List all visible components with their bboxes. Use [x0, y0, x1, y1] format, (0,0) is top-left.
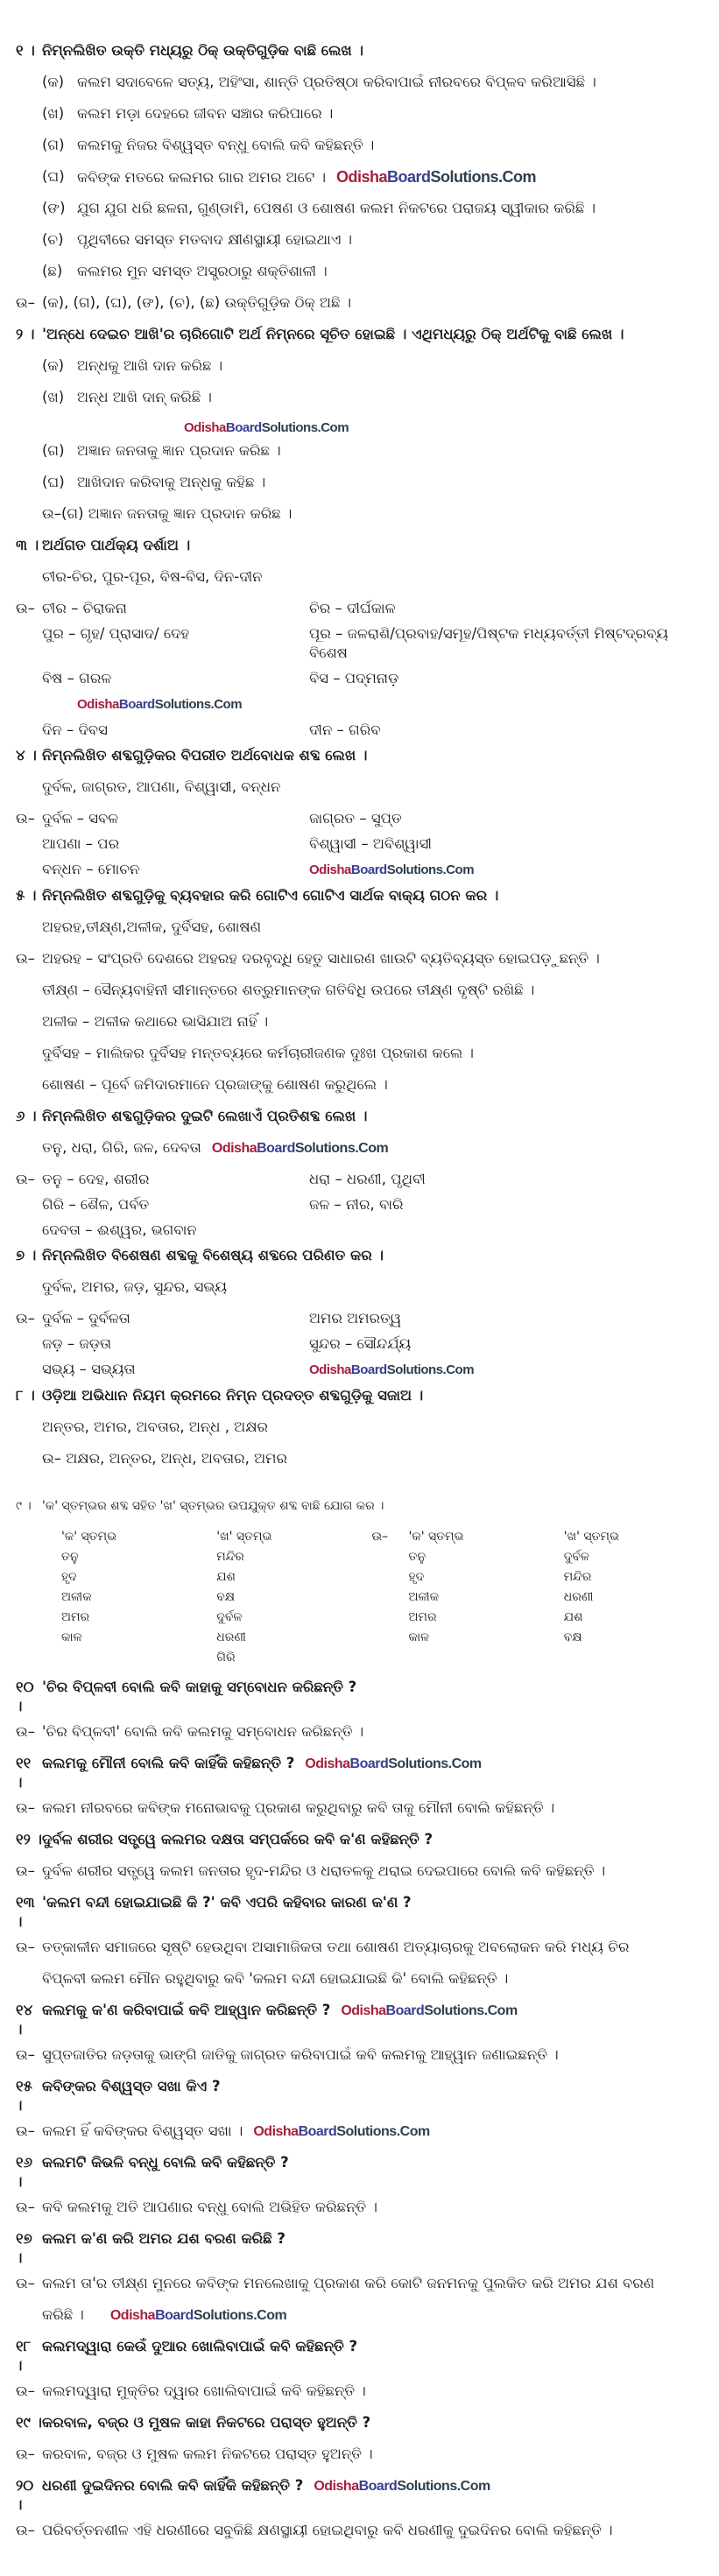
q1-option	[16, 228, 708, 259]
watermark: OdishaBoardSolutions.Com	[211, 1141, 389, 1156]
q3-pair: ବିସ – ପଦ୍ମନାଡ଼	[309, 670, 399, 686]
q4-pairs	[42, 809, 708, 880]
q2-option	[16, 354, 708, 385]
qa-number: ୧୫ ।	[16, 2078, 32, 2114]
qa-answer: ବିପ୍ଳବୀ କଲମ ମୌନ ରହୁଥିବାରୁ କବି 'କଲମ ବନ୍ଦୀ ହୋଇଯାଇଛି କି' ବୋଲି କହିଛନ୍ତି ।	[42, 1970, 509, 1987]
q9-answer-col-a-header: 'କ' ସ୍ତମ୍ଭ	[408, 1530, 464, 1544]
qa-number: ୧୪ ।	[16, 2002, 33, 2038]
qa-heading	[16, 2227, 708, 2271]
q4-heading	[16, 743, 708, 775]
option-text: ଅନ୍ଧକୁ ଆଖି ଦାନ କରିଛ ।	[77, 357, 223, 374]
q4-pair: ବନ୍ଧନ – ମୋଚନ	[42, 861, 140, 877]
q4-pair: ଜାଗ୍ରତ – ସୁପ୍ତ	[309, 810, 402, 827]
q7-words-row	[16, 1275, 708, 1306]
option-text: କବିଙ୍କ ମତରେ କଲମର ଗାର ଅମର ଅଟେ ।	[77, 169, 327, 186]
qa-answer-row	[16, 1859, 708, 1890]
option-label: (ଖ)	[42, 105, 65, 122]
q3-answer-row	[16, 596, 708, 743]
watermark-cell	[309, 1360, 708, 1380]
qa-heading	[16, 2411, 708, 2442]
q9-col-a-item: ଅମର	[61, 1610, 90, 1624]
option-label: (କ)	[42, 357, 65, 374]
q9-col-a-item: କାଳ	[61, 1630, 82, 1644]
answer-label: ଉ–	[16, 1171, 35, 1187]
q9-col-b-item: ଗିରି	[216, 1650, 236, 1665]
qa-question: ଧରଣୀ ଦୁଇଦିନର ବୋଲି କବି କାହିଁକି କହିଛନ୍ତି ?	[42, 2477, 304, 2494]
q9-col-b-item: ଯଶ	[216, 1570, 236, 1584]
qa-answer-row	[16, 2119, 708, 2150]
option-label: (ଘ)	[42, 168, 65, 185]
q3-pair: ଚୀର – ଚିରାକନା	[42, 600, 127, 616]
q5-answer-row	[16, 1041, 708, 1073]
q6-heading	[16, 1104, 708, 1136]
qa-answer: କଲମ ନୀରବରେ କବିଙ୍କ ମନୋଭାବକୁ ପ୍ରକାଶ କରୁଥିବାରୁ କବି ତାକୁ ମୌନୀ ବୋଲି କହିଛନ୍ତି ।	[42, 1799, 555, 1816]
q9-answer-col-b-item: ବକ୍ଷ	[563, 1630, 582, 1644]
q1-number: ୧ ।	[16, 42, 35, 59]
q3-pair: ଚିର – ଦୀର୍ଘକାଳ	[309, 600, 396, 616]
answer-label: ଉ–	[16, 950, 35, 967]
qa-answer-row	[16, 1796, 708, 1827]
watermark-cell	[42, 694, 292, 714]
qa-question: କଲମ କ'ଣ କରି ଅମର ଯଶ ବରଣ କରିଛି ?	[42, 2230, 285, 2247]
option-label: (ଗ)	[42, 137, 65, 153]
q8-words: ଅନ୍ତର, ଅମର, ଅବତାର, ଅନ୍ଧ , ଅକ୍ଷର	[42, 1418, 269, 1435]
q7-pairs	[42, 1309, 708, 1380]
option-label: (ଙ)	[42, 200, 66, 216]
watermark: OdishaBoardSolutions.Com	[305, 1756, 482, 1771]
answer-label: ଉ–	[16, 1862, 35, 1879]
option-text: କଲମର ମୁନ ସମସ୍ତ ଅସ୍ତ୍ରଠାରୁ ଶକ୍ତିଶାଳୀ ।	[77, 263, 328, 279]
watermark: OdishaBoardSolutions.Com	[184, 420, 349, 435]
watermark: OdishaBoardSolutions.Com	[109, 2308, 287, 2323]
qa-answer: କଲମ ତା'ର ତୀକ୍ଷ୍ଣ ମୁନରେ କବିଙ୍କ ମନଲେଖାକୁ ପ୍ରକାଶ କରି କୋଟି ଜନମନକୁ ପୁଲକିତ କରି ଅମର ଯଶ ବରଣ	[42, 2275, 655, 2291]
q5-sentence: ଦୁର୍ବିସହ – ମାଲିକର ଦୁର୍ବିସହ ମନ୍ତବ୍ୟରେ କର୍ମଚାରୀଜଣକ ଦୁଃଖ ପ୍ରକାଶ କଲେ ।	[42, 1045, 474, 1061]
q3-pair: ବିଷ – ଗରଳ	[42, 670, 112, 686]
q9-heading	[16, 1494, 708, 1525]
q6-pair: ଧରା – ଧରଣୀ, ପୃଥିବୀ	[309, 1171, 426, 1187]
answer-label: ଉ–	[16, 2446, 35, 2462]
q1-question: ନିମ୍ନଲିଖିତ ଉକ୍ତି ମଧ୍ୟରୁ ଠିକ୍ ଉକ୍ତିଗୁଡ଼ିକ ବାଛି ଲେଖ ।	[42, 42, 363, 59]
option-text: କଲମକୁ ନିଜର ବିଶ୍ୱସ୍ତ ବନ୍ଧୁ ବୋଲି କବି କହିଛନ୍ତି ।	[77, 137, 375, 153]
qa-answer-row	[16, 2518, 708, 2550]
q5-heading	[16, 883, 708, 915]
q9-col-b-header: 'ଖ' ସ୍ତମ୍ଭ	[216, 1530, 272, 1544]
answer-label: ଉ–	[16, 2275, 35, 2291]
qa-number: ୧୦ ।	[16, 1679, 34, 1714]
q1-option	[16, 70, 708, 102]
qa-answer: ସୁପ୍ତଜାତିର ଜଡ଼ତାକୁ ଭାଙ୍ଗି ଜାତିକୁ ଜାଗ୍ରତ କରିବାପାଇଁ କବି କଲମକୁ ଆହ୍ୱାନ ଜଣାଇଛନ୍ତି ।	[42, 2046, 559, 2063]
answer-label: ଉ–	[16, 2382, 35, 2399]
qa-heading	[16, 1998, 708, 2043]
qa-answer-row	[16, 1935, 708, 1967]
q9-answer-col-b-item: ଯଶ	[563, 1610, 583, 1624]
answer-label: ଉ–	[16, 1310, 35, 1327]
answer-label: ଉ–	[16, 1723, 35, 1740]
q2-option	[16, 439, 708, 470]
option-text: କଲମ ସଦାବେଳେ ସତ୍ୟ, ଅହିଂସା, ଶାନ୍ତି ପ୍ରତିଷ୍ଠା କରିବାପାଇଁ ନୀରବରେ ବିପ୍ଳବ କରିଆସିଛି ।	[77, 74, 596, 90]
q1-option	[16, 165, 708, 196]
q8-answer: ଉ– ଅକ୍ଷର, ଅନ୍ତର, ଅନ୍ଧ, ଅବତାର, ଅମର	[42, 1450, 288, 1467]
qa-heading	[16, 2074, 708, 2119]
option-text: ଆଖିଦାନ କରିବାକୁ ଅନ୍ଧକୁ କହିଛ ।	[77, 474, 266, 490]
q1-answer-row	[16, 291, 708, 322]
q5-sentence: ଅହରହ – ସଂପ୍ରତି ଦେଶରେ ଅହରହ ଦରବୃଦ୍ଧି ହେତୁ ସାଧାରଣ ଖାଉଟି ବ୍ୟତିବ୍ୟସ୍ତ ହୋଇପଡ଼ୁଛନ୍ତି ।	[42, 950, 600, 967]
qa-question: ଦୁର୍ବଳ ଶରୀର ସତ୍ତ୍ୱେ କଲମର ଦକ୍ଷତା ସମ୍ପର୍କରେ କବି କ'ଣ କହିଛନ୍ତି ?	[42, 1831, 434, 1848]
qa-number: ୧୬ ।	[16, 2154, 32, 2190]
qa-question: କଲମଟି କିଭଳି ବନ୍ଧୁ ବୋଲି କବି କହିଛନ୍ତି ?	[42, 2154, 289, 2171]
qa-question: କବିଙ୍କର ବିଶ୍ୱସ୍ତ ସଖା କିଏ ?	[42, 2078, 221, 2094]
q5-answer-row	[16, 978, 708, 1010]
watermark-cell	[309, 860, 708, 880]
q7-pair: ସୁନ୍ଦର – ସୌନ୍ଦର୍ଯ୍ୟ	[309, 1335, 412, 1352]
watermark-row	[16, 417, 708, 439]
q2-question: 'ଅନ୍ଧେ ଦେଇଚ ଆଖି'ର ଚାରିଗୋଟି ଅର୍ଥ ନିମ୍ନରେ ସୂଚିତ ହୋଇଛି । ଏଥିମଧ୍ୟରୁ ଠିକ୍ ଅର୍ଥଟିକୁ ବାଛି ଲେଖ ।	[42, 326, 624, 342]
qa-question: କଲମଦ୍ୱାରା କେଉଁ ଦୁଆର ଖୋଲିବାପାଇଁ କବି କହିଛନ୍ତି ?	[42, 2338, 358, 2354]
q6-pairs	[42, 1170, 708, 1240]
option-label: (କ)	[42, 74, 65, 90]
q9-answer-col-a-item: ହୃଦ	[408, 1570, 425, 1584]
q5-number: ୫ ।	[16, 887, 37, 904]
q9-question: 'କ' ସ୍ତମ୍ଭର ଶବ୍ଦ ସହିତ 'ଖ' ସ୍ତମ୍ଭର ଉପଯୁକ୍ତ ଶବ୍ଦ ବାଛି ଯୋଗ କର ।	[42, 1499, 384, 1513]
q9-col-b-item: ଧରଣୀ	[216, 1630, 246, 1644]
q7-pair: ଦୁର୍ବଳ – ଦୁର୍ବଳତା	[42, 1310, 130, 1327]
qa-heading	[16, 2150, 708, 2195]
q3-pair: ଦୀନ – ଗରିବ	[309, 721, 381, 738]
q6-pair: ଜଳ – ନୀର, ବାରି	[309, 1196, 404, 1213]
q4-pair: ବିଶ୍ୱାସୀ – ଅବିଶ୍ୱାସୀ	[309, 835, 432, 852]
q9-answer-col-a-item: ତନୁ	[408, 1550, 426, 1564]
option-text: କଲମ ମଡ଼ା ଦେହରେ ଜୀବନ ସଞ୍ଚାର କରିପାରେ ।	[77, 105, 334, 122]
answer-label: ଉ–	[16, 1799, 35, 1816]
answer-label: ଉ–	[16, 2522, 35, 2538]
q4-words: ଦୁର୍ବଳ, ଜାଗ୍ରତ, ଆପଣା, ବିଶ୍ୱାସୀ, ବନ୍ଧନ	[42, 778, 281, 795]
q9-col-b-item: ଦୁର୍ବଳ	[216, 1610, 243, 1624]
q1-answer: (କ), (ଗ), (ଘ), (ଙ), (ଚ), (ଛ) ଉକ୍ତିଗୁଡ଼ିକ ଠିକ୍ ଅଛି ।	[42, 294, 352, 311]
answer-label: ଉ–	[16, 1939, 35, 1955]
q3-pair: ଦିନ – ଦିବସ	[42, 721, 108, 738]
q5-sentence: ଅଳୀକ – ଅଳୀକ କଥାରେ ଭାସିଯାଅ ନାହିଁ ।	[42, 1013, 269, 1030]
q9-col-a-header: 'କ' ସ୍ତମ୍ଭ	[61, 1530, 117, 1544]
q2-option	[16, 470, 708, 502]
q1-option	[16, 133, 708, 165]
q7-pair: ଅମର ଅମରତ୍ୱ	[309, 1310, 402, 1327]
q8-answer-row	[16, 1446, 708, 1478]
qa-heading	[16, 1675, 708, 1720]
qa-question: କଲମକୁ ମୌନୀ ବୋଲି କବି କାହିଁକି କହିଛନ୍ତି ?	[42, 1755, 295, 1771]
q5-sentence: ଶୋଷଣ – ପୂର୍ବେ ଜମିଦାରମାନେ ପ୍ରଜାଙ୍କୁ ଶୋଷଣ କରୁଥିଲେ ।	[42, 1076, 388, 1093]
q2-answer: ଉ–(ଗ) ଅଜ୍ଞାନ ଜନତାକୁ ଜ୍ଞାନ ପ୍ରଦାନ କରିଛ ।	[42, 505, 293, 522]
q3-pair: ପୂର – ଜଳରାଶି/ପ୍ରବାହ/ସମୂହ/ପିଷ୍ଟକ ମଧ୍ୟବର୍ତ୍ତୀ ମିଷ୍ଟଦ୍ରବ୍ୟ ବିଶେଷ	[309, 625, 668, 661]
q9-answer-col-a-item: ଅମର	[408, 1610, 437, 1624]
watermark: OdishaBoardSolutions.Com	[77, 697, 243, 712]
q7-words: ଦୁର୍ବଳ, ଅମର, ଜଡ଼, ସୁନ୍ଦର, ସଭ୍ୟ	[42, 1278, 228, 1295]
answer-label: ଉ–	[16, 294, 35, 311]
q1-option	[16, 259, 708, 291]
q2-answer-row	[16, 502, 708, 533]
q3-number: ୩ ।	[16, 537, 39, 553]
q9-col-a-item: ତନୁ	[61, 1550, 79, 1564]
q7-pair: ଜଡ଼ – ଜଡ଼ତା	[42, 1335, 112, 1352]
q1-option	[16, 196, 708, 228]
qa-heading	[16, 1890, 708, 1935]
qa-answer: କରବାଳ, ବଜ୍ର ଓ ମୁଷଳ କଲମ ନିକଟରେ ପରାସ୍ତ ହୁଅନ୍ତି ।	[42, 2446, 373, 2462]
watermark: OdishaBoardSolutions.Com	[309, 862, 475, 877]
q6-pair: ଗିରି – ଶୈଳ, ପର୍ବତ	[42, 1196, 150, 1213]
qa-heading	[16, 1827, 708, 1859]
q9-number: ୯ ।	[16, 1499, 32, 1513]
option-label: (ଘ)	[42, 474, 65, 490]
qa-answer-row	[16, 2379, 708, 2411]
q1-heading	[16, 39, 708, 70]
answer-label: ଉ–	[16, 810, 35, 827]
q9-col-a-item: ହୃଦ	[61, 1570, 77, 1584]
option-text: ଅଜ୍ଞାନ ଜନତାକୁ ଜ୍ଞାନ ପ୍ରଦାନ କରିଛ ।	[77, 442, 281, 459]
q5-words: ଅହରହ,ତୀକ୍ଷ୍ଣ,ଅଳୀକ, ଦୁର୍ବିସହ, ଶୋଷଣ	[42, 918, 262, 935]
q9-col-b-item: ମନ୍ଦିର	[216, 1550, 244, 1564]
watermark: OdishaBoardSolutions.Com	[309, 1362, 475, 1377]
q5-answer-row	[16, 1073, 708, 1104]
q3-words-row	[16, 565, 708, 596]
q8-number: ୮ ।	[16, 1387, 35, 1404]
q4-pair: ଦୁର୍ବଳ – ସବଳ	[42, 810, 119, 827]
q7-number: ୭ ।	[16, 1247, 37, 1263]
q6-answer-row	[16, 1167, 708, 1243]
q9-answer-col-a-item: ଅଳୀକ	[408, 1590, 440, 1604]
option-text: ଅନ୍ଧ ଆଖି ଦାନ୍ କରିଛି ।	[77, 389, 212, 405]
q3-pairs	[42, 599, 708, 740]
q9-answer-col-b-item: ଧରଣୀ	[563, 1590, 594, 1604]
q6-question: ନିମ୍ନଲିଖିତ ଶବ୍ଦଗୁଡ଼ିକର ଦୁଇଟି ଲେଖାଏଁ ପ୍ରତିଶବ୍ଦ ଲେଖ ।	[42, 1108, 368, 1124]
q6-words-row	[16, 1136, 708, 1167]
qa-question: କରବାଳ, ବଜ୍ର ଓ ମୁଷଳ କାହା ନିକଟରେ ପରାସ୍ତ ହୁଅନ୍ତି ?	[42, 2414, 371, 2431]
qa-number: ୧୧ ।	[16, 1755, 32, 1791]
q7-pair: ସଭ୍ୟ – ସଭ୍ୟତା	[42, 1361, 136, 1377]
q5-words-row	[16, 915, 708, 947]
qa-answer: କଲମଦ୍ୱାରା ମୁକ୍ତିର ଦ୍ୱାର ଖୋଲିବାପାଇଁ କବି କହିଛନ୍ତି ।	[42, 2382, 366, 2399]
q9-answer-col-b-item: ଦୁର୍ବଳ	[563, 1550, 590, 1564]
qa-answer: ପରିବର୍ତ୍ତନଶୀଳ ଏହି ଧରଣୀରେ ସବୁକିଛି କ୍ଷଣସ୍ଥାୟୀ ହୋଇଥିବାରୁ କବି ଧରଣୀକୁ ଦୁଇଦିନର ବୋଲି କହିଛନ୍ତି ।	[42, 2522, 613, 2538]
qa-number: ୧୩ ।	[16, 1894, 35, 1930]
qa-heading	[16, 2474, 708, 2518]
option-text: ଯୁଗ ଯୁଗ ଧରି ଛଳନା, ଗୁଣ୍ଡାମି, ପେଷଣ ଓ ଶୋଷଣ କଲମ ନିକଟରେ ପରାଜୟ ସ୍ୱୀକାର କରିଛି ।	[77, 200, 596, 216]
qa-number: ୨୦ ।	[16, 2477, 34, 2513]
option-text: ପୃଥିବୀରେ ସମସ୍ତ ମତବାଦ କ୍ଷୀଣସ୍ଥାୟୀ ହୋଇଥାଏ ।	[77, 231, 353, 248]
watermark: OdishaBoardSolutions.Com	[336, 168, 537, 186]
qa-answer: କବି କଲମକୁ ଅତି ଆପଣାର ବନ୍ଧୁ ବୋଲି ଅଭିହିତ କରିଛନ୍ତି ।	[42, 2199, 377, 2215]
qa-answer: ତତ୍କାଳୀନ ସମାଜରେ ସୃଷ୍ଟି ହେଉଥିବା ଅସାମାଜିକତା ତଥା ଶୋଷଣ ଅତ୍ୟାଚାରକୁ ଅବଲୋକନ କରି ମଧ୍ୟ ଚିର	[42, 1939, 630, 1955]
answer-label: ଉ–	[16, 2122, 35, 2139]
q8-words-row	[16, 1415, 708, 1446]
watermark: OdishaBoardSolutions.Com	[253, 2124, 430, 2139]
qa-answer-row	[16, 2195, 708, 2227]
q9-col-b-item: ବକ୍ଷ	[216, 1590, 236, 1604]
qa-heading	[16, 1751, 708, 1796]
qa-answer-row	[16, 2303, 708, 2334]
answer-label: ଉ–	[16, 2046, 35, 2063]
qa-answer: 'ଚିର ବିପ୍ଳବୀ' ବୋଲି କବି କଲମକୁ ସମ୍ବୋଧନ କରିଛନ୍ତି ।	[42, 1723, 364, 1740]
q8-heading	[16, 1383, 708, 1415]
watermark: OdishaBoardSolutions.Com	[341, 2003, 518, 2018]
q3-pair: ପୁର – ଗୃହ/ ପ୍ରାସାଦ/ ଦେହ	[42, 625, 190, 642]
q9-answer-col-b-header: 'ଖ' ସ୍ତମ୍ଭ	[563, 1530, 619, 1544]
q7-question: ନିମ୍ନଲିଖିତ ବିଶେଷଣ ଶବ୍ଦକୁ ବିଶେଷ୍ୟ ଶବ୍ଦରେ ପରିଣତ କର ।	[42, 1247, 384, 1263]
qa-number: ୧୨ ।	[16, 1831, 42, 1848]
qa-answer: କରିଛି ।	[42, 2306, 84, 2323]
option-label: (ଛ)	[42, 263, 63, 279]
q9-answer-col-b-item: ମନ୍ଦିର	[563, 1570, 592, 1584]
qa-question: 'ଚିର ବିପ୍ଳବୀ ବୋଲି କବି କାହାକୁ ସମ୍ବୋଧନ କରିଛନ୍ତି ?	[42, 1679, 357, 1695]
q7-heading	[16, 1243, 708, 1275]
watermark: OdishaBoardSolutions.Com	[314, 2479, 490, 2494]
qa-question: କଲମକୁ କ'ଣ କରିବାପାଇଁ କବି ଆହ୍ୱାନ କରିଛନ୍ତି ?	[42, 2002, 331, 2018]
qa-number: ୧୮ ।	[16, 2338, 32, 2374]
qa-answer: ଦୁର୍ବଳ ଶରୀର ସତ୍ତ୍ୱେ କଲମ ଜନତାର ହୃଦ-ମନ୍ଦିର ଓ ଧରାତଳକୁ ଥରାଇ ଦେଇପାରେ ବୋଲି କବି କହିଛନ୍ତି ।	[42, 1862, 606, 1879]
q6-words: ତନୁ, ଧରା, ଗିରି, ଜଳ, ଦେବତା	[42, 1139, 201, 1156]
q7-answer-row	[16, 1306, 708, 1383]
q5-answer-row	[16, 947, 708, 978]
q3-heading	[16, 533, 708, 565]
qa-heading	[16, 2334, 708, 2379]
option-label: (ଚ)	[42, 231, 64, 248]
qa-answer-row	[16, 1967, 708, 1998]
q2-option	[16, 385, 708, 417]
q3-words: ଚୀର-ଚିର, ପୁର-ପୂର, ବିଷ-ବିସ, ଦିନ-ଦୀନ	[42, 568, 263, 585]
q5-question: ନିମ୍ନଲିଖିତ ଶବ୍ଦଗୁଡ଼ିକୁ ବ୍ୟବହାର କରି ଗୋଟିଏ ଗୋଟିଏ ସାର୍ଥକ ବାକ୍ୟ ଗଠନ କର ।	[42, 887, 499, 904]
q5-sentence: ତୀକ୍ଷ୍ଣ – ସୈନ୍ୟବାହିନୀ ସୀମାନ୍ତରେ ଶତ୍ରୁମାନଙ୍କ ଗତିବିଧି ଉପରେ ତୀକ୍ଷ୍ଣ ଦୃଷ୍ଟି ରଖିଛି ।	[42, 982, 535, 998]
q8-question: ଓଡ଼ିଆ ଅଭିଧାନ ନିୟମ କ୍ରମରେ ନିମ୍ନ ପ୍ରଦତ୍ତ ଶବ୍ଦଗୁଡ଼ିକୁ ସଜାଅ ।	[42, 1387, 424, 1404]
q2-heading	[16, 322, 708, 354]
qa-number: ୧୯ ।	[16, 2414, 42, 2431]
q9-answer-col-a-item: କାଳ	[408, 1630, 430, 1644]
q4-pair: ଆପଣା – ପର	[42, 835, 120, 852]
qa-question: 'କଲମ ବନ୍ଦୀ ହୋଇଯାଇଛି କି ?' କବି ଏପରି କହିବାର କାରଣ କ'ଣ ?	[42, 1894, 412, 1911]
q9-match-table	[16, 1525, 708, 1675]
answer-label: ଉ–	[16, 2199, 35, 2215]
qa-answer-row	[16, 1720, 708, 1751]
q9-col-a-item: ଅଳୀକ	[61, 1590, 92, 1604]
q6-pair: ଦେବତା – ଈଶ୍ୱର, ଭଗବାନ	[42, 1221, 197, 1238]
answer-label: ଉ–	[16, 600, 35, 616]
q6-pair: ତନୁ – ଦେହ, ଶରୀର	[42, 1171, 150, 1187]
q6-number: ୬ ।	[16, 1108, 37, 1124]
q2-number: ୨ ।	[16, 326, 35, 342]
q4-answer-row	[16, 806, 708, 883]
option-label: (ଗ)	[42, 442, 65, 459]
option-label: (ଖ)	[42, 389, 65, 405]
qa-answer-row	[16, 2442, 708, 2474]
qa-number: ୧୭ ।	[16, 2230, 32, 2266]
answer-label: ଉ–	[371, 1530, 389, 1544]
qa-answer-row	[16, 2271, 708, 2303]
qa-answer-row	[16, 2043, 708, 2074]
qa-answer: କଲମ ହିଁ କବିଙ୍କର ବିଶ୍ୱସ୍ତ ସଖା ।	[42, 2122, 243, 2139]
q4-question: ନିମ୍ନଲିଖିତ ଶବ୍ଦଗୁଡ଼ିକର ବିପରୀତ ଅର୍ଥବୋଧକ ଶବ୍ଦ ଲେଖ ।	[42, 747, 368, 764]
q1-option	[16, 102, 708, 133]
q3-question: ଅର୍ଥଗତ ପାର୍ଥକ୍ୟ ଦର୍ଶାଅ ।	[42, 537, 191, 553]
q5-answer-row	[16, 1010, 708, 1041]
q4-number: ୪ ।	[16, 747, 37, 764]
q4-words-row	[16, 775, 708, 806]
